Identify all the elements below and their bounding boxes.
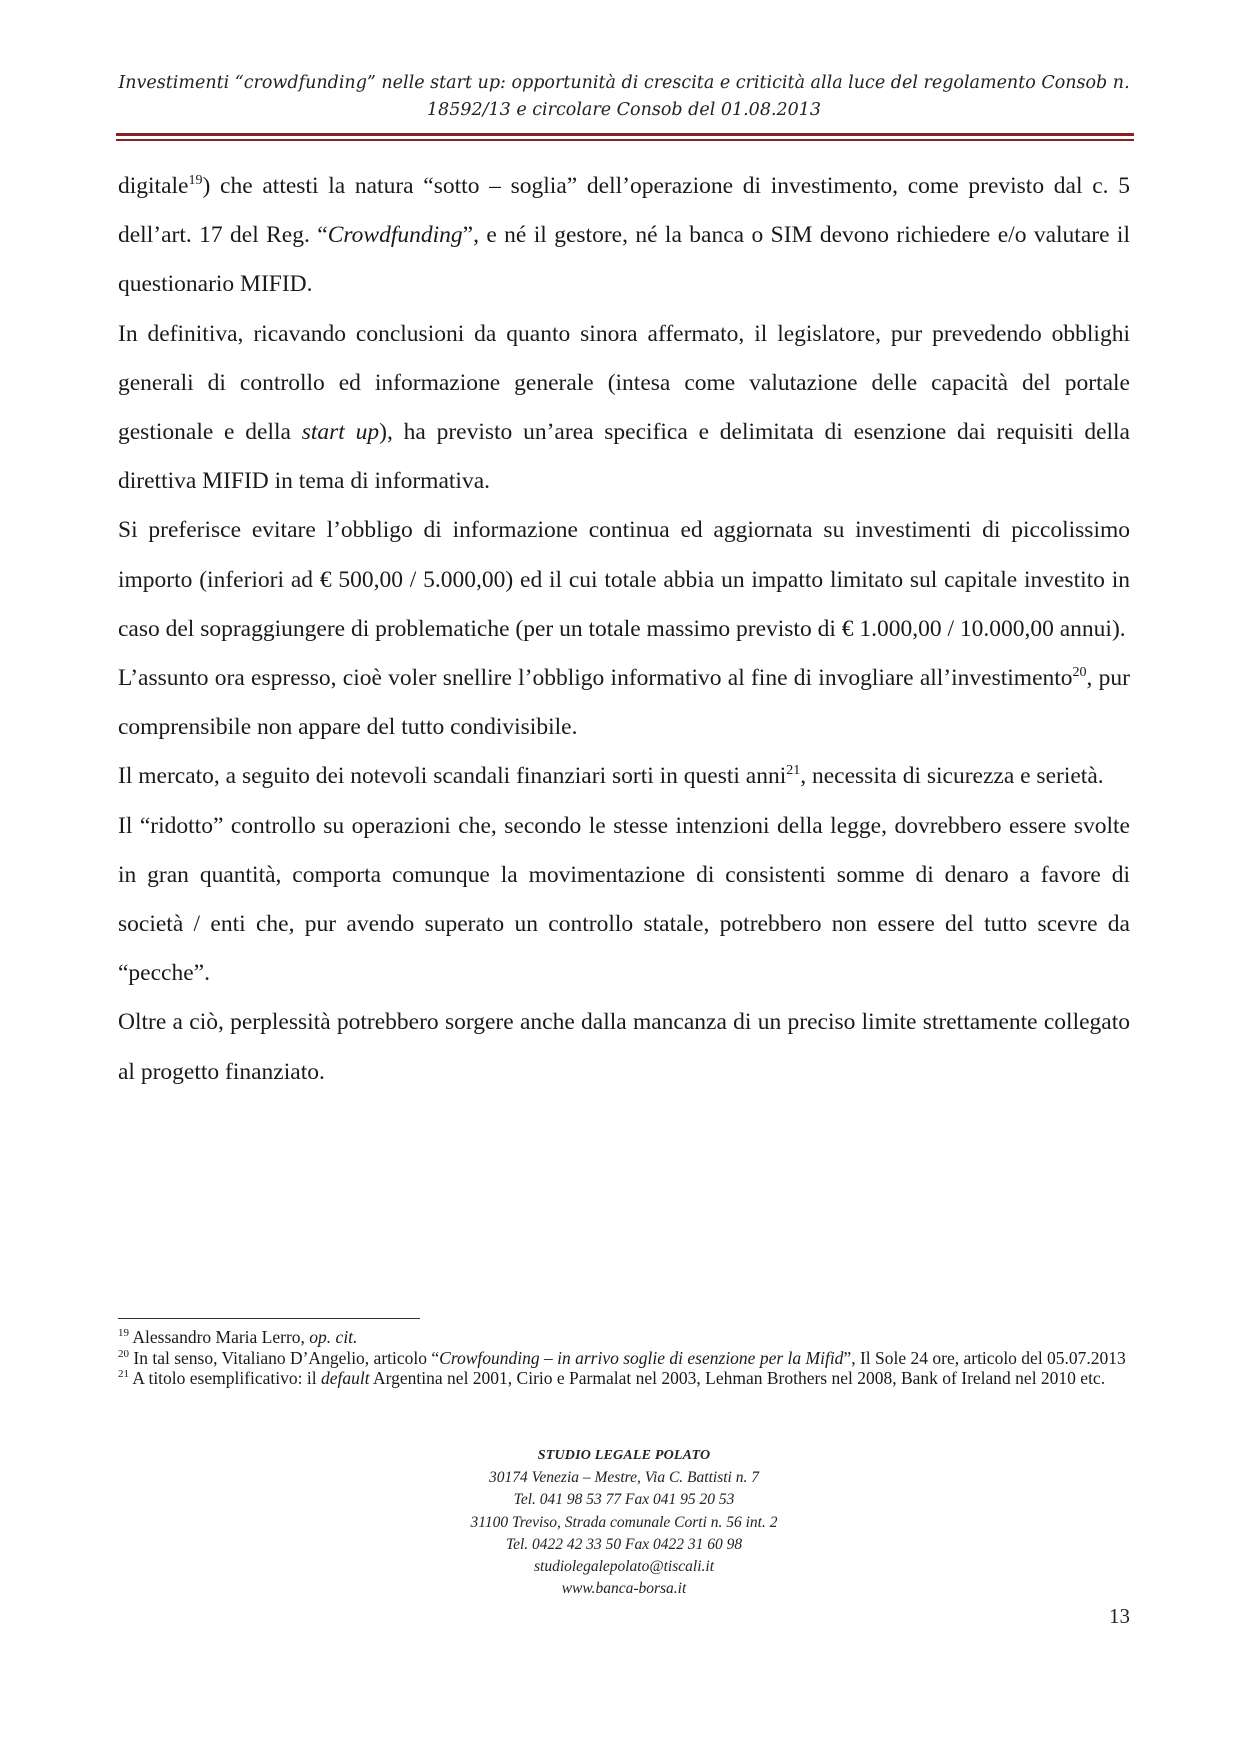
footnote-19: $^{19}$ Alessandro Maria Lerro, op. cit. [118,1327,358,1347]
header-line-1: Investimenti “crowdfunding” nelle start up: opportunità di crescita e criticità alla luce del regolamento Consob n. [118,73,1130,93]
footnote-ref-21[interactable]: 21 [786,763,801,779]
footnote-20: $^{20}$ In tal senso, Vitaliano D’Angelio, articolo “Crowfounding – in arrivo soglie di esenzione per la Mifid”, Il Sole 24 ore, articolo del 05.07.2013 [118,1347,1126,1368]
paragraph-5: Il mercato, a seguito dei notevoli scandali finanziari sorti in questi anni$^{21}$, necessita di sicurezza e serietà. [118,763,1104,790]
running-header [118,70,1130,124]
footnote-21: $^{21}$ A titolo esemplificativo: il default Argentina nel 2001, Cirio e Parmalat nel 2003, Lehman Brothers nel 2008, Bank of Ireland nel 2010 etc. [118,1368,1106,1388]
paragraph-4: L’assunto ora espresso, cioè voler snellire l’obbligo informativo al fine di invogliare all’investimento$^{20}$, pur comprensibile non appare del tutto condivisibile. [118,665,1131,741]
address-treviso: 31100 Treviso, Strada comunale Corti n. 56 int. 2 [470,1513,778,1531]
body-text [118,162,1130,1097]
footnote-ref-19[interactable]: 19 [188,173,203,189]
phone-venezia: Tel. 041 98 53 77 Fax 041 95 20 53 [513,1491,735,1509]
footnote-ref-20[interactable]: 20 [1072,665,1087,681]
footnotes [118,1327,1130,1389]
header-line-2: 18592/13 e circolare Consob del 01.08.2013 [426,100,822,120]
paragraph-7: Oltre a ciò, perplessità potrebbero sorgere anche dalla mancanza di un preciso limite strettamente collegato al progetto finanziato. [118,1009,1130,1085]
firm-name: STUDIO LEGALE POLATO [537,1448,711,1463]
paragraph-2: In definitiva, ricavando conclusioni da quanto sinora affermato, il legislatore, pur prevedendo obblighi generali di controllo ed informazione generale (intesa come valutazione delle capacità del portale gestionale e della start up), ha previsto un’area specifica e delimitata di esenzione dai requisiti della direttiva MIFID in tema di informativa. [118,320,1130,495]
page-number: 13 [1109,1604,1130,1628]
page-footer [118,1445,1130,1600]
header-rule-thick [116,133,1134,136]
phone-treviso: Tel. 0422 42 33 50 Fax 0422 31 60 98 [505,1535,743,1553]
website-link[interactable]: www.banca-borsa.it [561,1580,687,1598]
footnote-separator [118,1318,420,1319]
paragraph-6: Il “ridotto” controllo su operazioni che, secondo le stesse intenzioni della legge, dovrebbero essere svolte in gran quantità, comporta comunque la movimentazione di consistenti somme di denaro a favore di società / enti che, pur avendo superato un controllo statale, potrebbero non essere del tutto scevre da “pecche”. [118,812,1130,987]
email-link[interactable]: studiolegalepolato@tiscali.it [533,1558,714,1576]
address-venezia: 30174 Venezia – Mestre, Via C. Battisti n. 7 [489,1469,759,1487]
header-rule-thin [116,139,1134,141]
paragraph-3: Si preferisce evitare l’obbligo di informazione continua ed aggiornata su investimenti di piccolissimo importo (inferiori ad € 500,00 / 5.000,00) ed il cui totale abbia un impatto limitato sul capitale investito in caso del sopraggiungere di problematiche (per un totale massimo previsto di € 1.000,00 / 10.000,00 annui). [118,517,1130,642]
paragraph-1: digitale$^{19}$) che attesti la natura “sotto – soglia” dell’operazione di investimento, come previsto dal c. 5 dell’art. 17 del Reg. “Crowdfunding”, e né il gestore, né la banca o SIM devono richiedere e/o valutare il questionario MIFID. [118,173,1130,298]
